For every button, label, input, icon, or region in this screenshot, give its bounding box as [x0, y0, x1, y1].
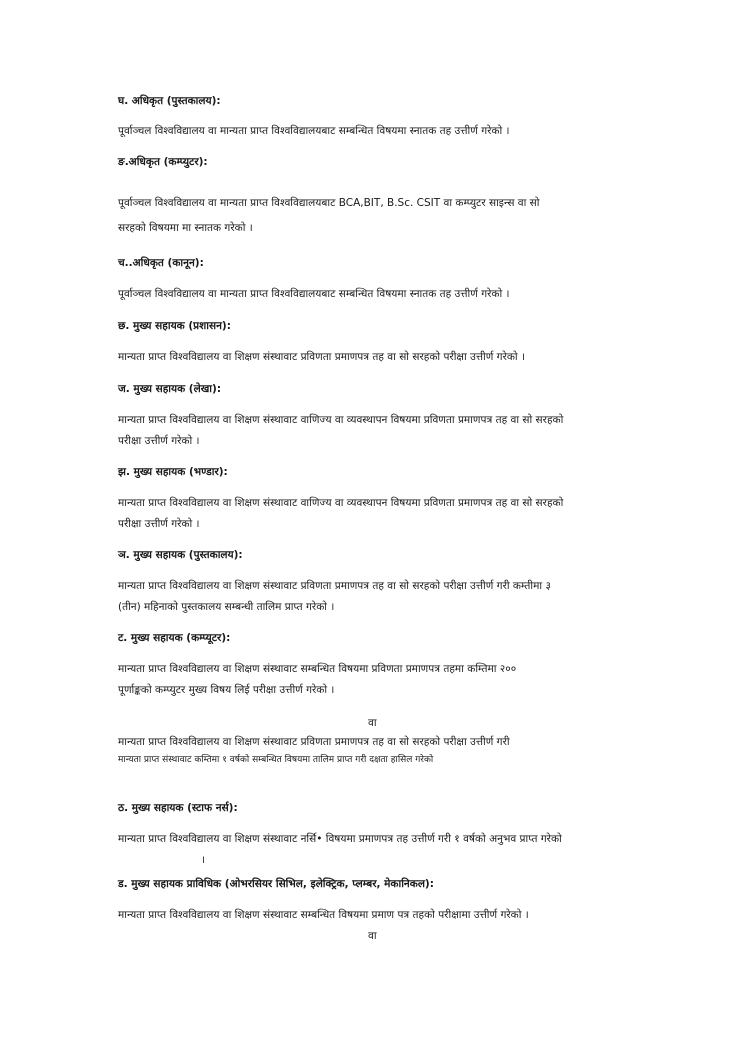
section-text-assistant-computer-line2: पूर्णाङ्कको कम्प्युटर मुख्य विषय लिई परीक्षा उत्तीर्ण गरेको । [118, 684, 335, 696]
section-text-assistant-library-line2: (तीन) महिनाको पुस्तकालय सम्बन्धी तालिम प्राप्त गरेको । [118, 601, 335, 613]
section-text-assistant-computer-alt-line2: मान्यता प्राप्त संस्थावाट कम्तिमा १ वर्षको सम्बन्धित विषयमा तालिम प्राप्त गरी दक्षता हासिल गरेको [118, 755, 434, 765]
section-text-officer-law: पूर्वाञ्चल विश्वविद्यालय वा मान्यता प्राप्त विश्वविद्यालयबाट सम्बन्धित विषयमा स्नातक तह उत्तीर्ण गरेको । [118, 288, 510, 300]
section-text-assistant-computer-line1: मान्यता प्राप्त विश्वविद्यालय वा शिक्षण संस्थावाट सम्बन्धित विषयमा प्रविणता प्रमाणपत्र तहमा कम्तिमा २०० [118, 663, 517, 675]
section-text-officer-library: पूर्वाञ्चल विश्वविद्यालय वा मान्यता प्राप्त विश्वविद्यालयबाट सम्बन्धित विषयमा स्नातक तह उत्तीर्ण गरेको । [118, 125, 510, 137]
section-text-assistant-store-line2: परीक्षा उत्तीर्ण गरेको । [118, 518, 200, 530]
section-text-assistant-accounts-line1: मान्यता प्राप्त विश्वविद्यालय वा शिक्षण संस्थावाट वाणिज्य वा व्यवस्थापन विषयमा प्रविणता प्रमाणपत्र तह वा सो सरहको [118, 414, 564, 426]
or-separator: वा [368, 717, 377, 729]
section-text-assistant-admin: मान्यता प्राप्त विश्वविद्यालय वा शिक्षण संस्थावाट प्रविणता प्रमाणपत्र तह वा सो सरहको परीक्षा उत्तीर्ण गरेको । [118, 351, 525, 363]
or-separator-bottom: वा [368, 930, 377, 942]
section-heading-officer-library: घ. अधिकृत (पुस्तकालय): [118, 95, 221, 107]
section-heading-assistant-computer: ट. मुख्य सहायक (कम्प्यूटर): [118, 632, 231, 644]
section-heading-assistant-accounts: ज. मुख्य सहायक (लेखा): [118, 383, 222, 395]
section-text-assistant-accounts-line2: परीक्षा उत्तीर्ण गरेको । [118, 435, 200, 447]
section-heading-assistant-staff-nurse: ठ. मुख्य सहायक (स्टाफ नर्स): [118, 802, 238, 814]
section-heading-assistant-technical: ड. मुख्य सहायक प्राविधिक (ओभरसियर सिभिल, इलेक्ट्रिक, प्लम्बर, मेकानिकल): [118, 878, 434, 890]
section-heading-assistant-library: ञ. मुख्य सहायक (पुस्तकालय): [118, 549, 243, 561]
section-text-assistant-computer-alt-line1: मान्यता प्राप्त विश्वविद्यालय वा शिक्षण संस्थावाट प्रविणता प्रमाणपत्र तह वा सो सरहको परीक्षा उत्तीर्ण गरी [118, 736, 510, 748]
section-text-officer-computer-line2: सरहको विषयमा मा स्नातक गरेको । [118, 222, 253, 234]
section-text-assistant-technical: मान्यता प्राप्त विश्वविद्यालय वा शिक्षण संस्थावाट सम्बन्धित विषयमा प्रमाण पत्र तहको परीक्षामा उत्तीर्ण गरेको । [118, 909, 529, 921]
section-text-assistant-store-line1: मान्यता प्राप्त विश्वविद्यालय वा शिक्षण संस्थावाट वाणिज्य वा व्यवस्थापन विषयमा प्रविणता प्रमाणपत्र तह वा सो सरहको [118, 497, 564, 509]
section-heading-assistant-store: झ. मुख्य सहायक (भण्डार): [118, 466, 228, 478]
section-text-assistant-library-line1: मान्यता प्राप्त विश्वविद्यालय वा शिक्षण संस्थावाट प्रविणता प्रमाणपत्र तह वा सो सरहको परीक्षा उत्तीर्ण गरी कम्तीमा ३ [118, 580, 551, 592]
section-text-assistant-staff-nurse-line2: । [201, 854, 205, 866]
section-heading-officer-law: च..अधिकृत (कानून): [118, 257, 204, 269]
section-text-assistant-staff-nurse-line1: मान्यता प्राप्त विश्वविद्यालय वा शिक्षण संस्थावाट नर्सि• विषयमा प्रमाणपत्र तह उत्तीर्ण गरी १ वर्षको अनुभव प्राप्त गरेको [118, 833, 562, 845]
section-text-officer-computer-line1: पूर्वाञ्चल विश्वविद्यालय वा मान्यता प्राप्त विश्वविद्यालयबाट BCA,BIT, B.Sc. CSIT वा कम्प्युटर साइन्स वा सो [118, 197, 540, 209]
section-heading-assistant-admin: छ. मुख्य सहायक (प्रशासन): [118, 320, 231, 332]
section-heading-officer-computer: ङ.अधिकृत (कम्प्युटर): [118, 156, 208, 168]
